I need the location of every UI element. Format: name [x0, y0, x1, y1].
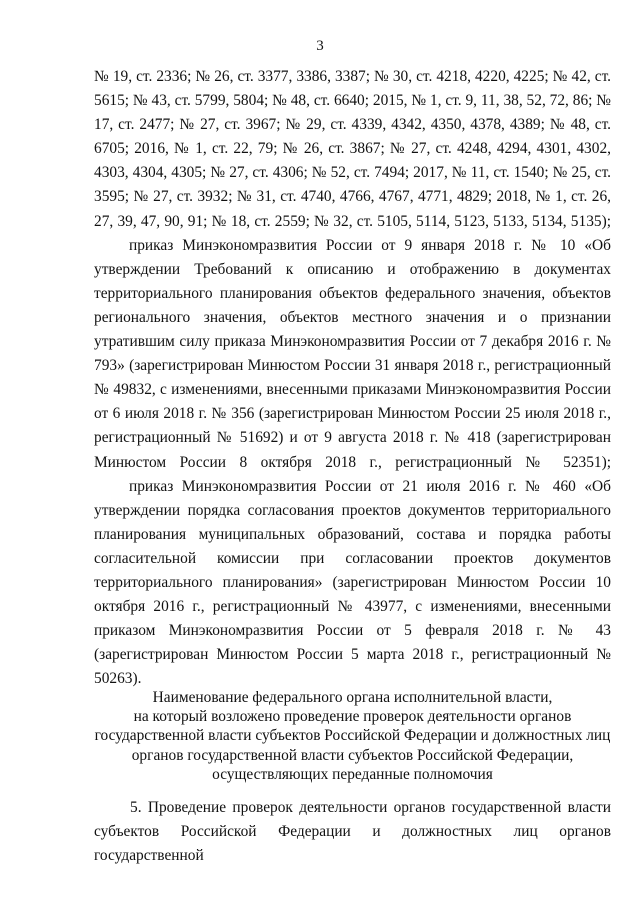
body-text [94, 65, 611, 691]
heading-line: осуществляющих переданные полномочия [212, 765, 493, 783]
section-5 [94, 796, 611, 868]
heading-line: государственной власти субъектов Российской Федерации и должностных лиц [94, 727, 611, 745]
heading-line: органов государственной власти субъектов Российской Федерации, [131, 746, 574, 764]
paragraph-order-10: приказ Минэкономразвития России от 9 января 2018 г. № 10 «Об утверждении Требований к описанию и отображению в документах территориального планирования объектов федерального значения, объектов регионального значения, объектов местного значения и о признании утратившим силу приказа Минэкономразвития России от 7 декабря 2016 г. № 793» (зарегистрирован Минюстом России 31 января 2018 г., регистрационный № 49832, с изменениями, внесенными приказами Минэкономразвития России от 6 июля 2018 г. № 356 (зарегистрирован Минюстом России 25 июля 2018 г., регистрационный № 51692) и от 9 августа 2018 г. № 418 (зарегистрирован Минюстом России 8 октября 2018 г., регистрационный № 52351); [94, 236, 611, 471]
section-heading [94, 688, 611, 784]
section-5-paragraph: 5. Проведение проверок деятельности органов государственной власти субъектов Российской Федерации и должностных лиц органов государственной [94, 799, 611, 864]
heading-line: на который возложено проведение проверок деятельности органов [133, 708, 572, 726]
page-number: 3 [316, 38, 324, 54]
paragraph-order-460: приказ Минэкономразвития России от 21 июля 2016 г. № 460 «Об утверждении порядка согласования проектов документов территориального планирования муниципальных образований, состава и порядка работы согласительной комиссии при согласовании проектов документов территориального планирования» (зарегистрирован Минюстом России 10 октября 2016 г., регистрационный № 43977, с изменениями, внесенными приказом Минэкономразвития России от 5 февраля 2018 г. № 43 (зарегистрирован Минюстом России 5 марта 2018 г., регистрационный № 50263). [94, 477, 611, 688]
heading-line: Наименование федерального органа исполнительной власти, [152, 689, 553, 706]
paragraph-citations: № 19, ст. 2336; № 26, ст. 3377, 3386, 3387; № 30, ст. 4218, 4220, 4225; № 42, ст. 5615; № 43, ст. 5799, 5804; № 48, ст. 6640; 2015, № 1, ст. 9, 11, 38, 52, 72, 86; № 17, ст. 2477; № 27, ст. 3967; № 29, ст. 4339, 4342, 4350, 4378, 4389; № 48, ст. 6705; 2016, № 1, ст. 22, 79; № 26, ст. 3867; № 27, ст. 4248, 4294, 4301, 4302, 4303, 4304, 4305; № 27, ст. 4306; № 52, ст. 7494; 2017, № 11, ст. 1540; № 25, ст. 3595; № 27, ст. 3932; № 31, ст. 4740, 4766, 4767, 4771, 4829; 2018, № 1, ст. 26, 27, 39, 47, 90, 91; № 18, ст. 2559; № 32, ст. 5105, 5114, 5123, 5133, 5134, 5135); [94, 68, 611, 230]
